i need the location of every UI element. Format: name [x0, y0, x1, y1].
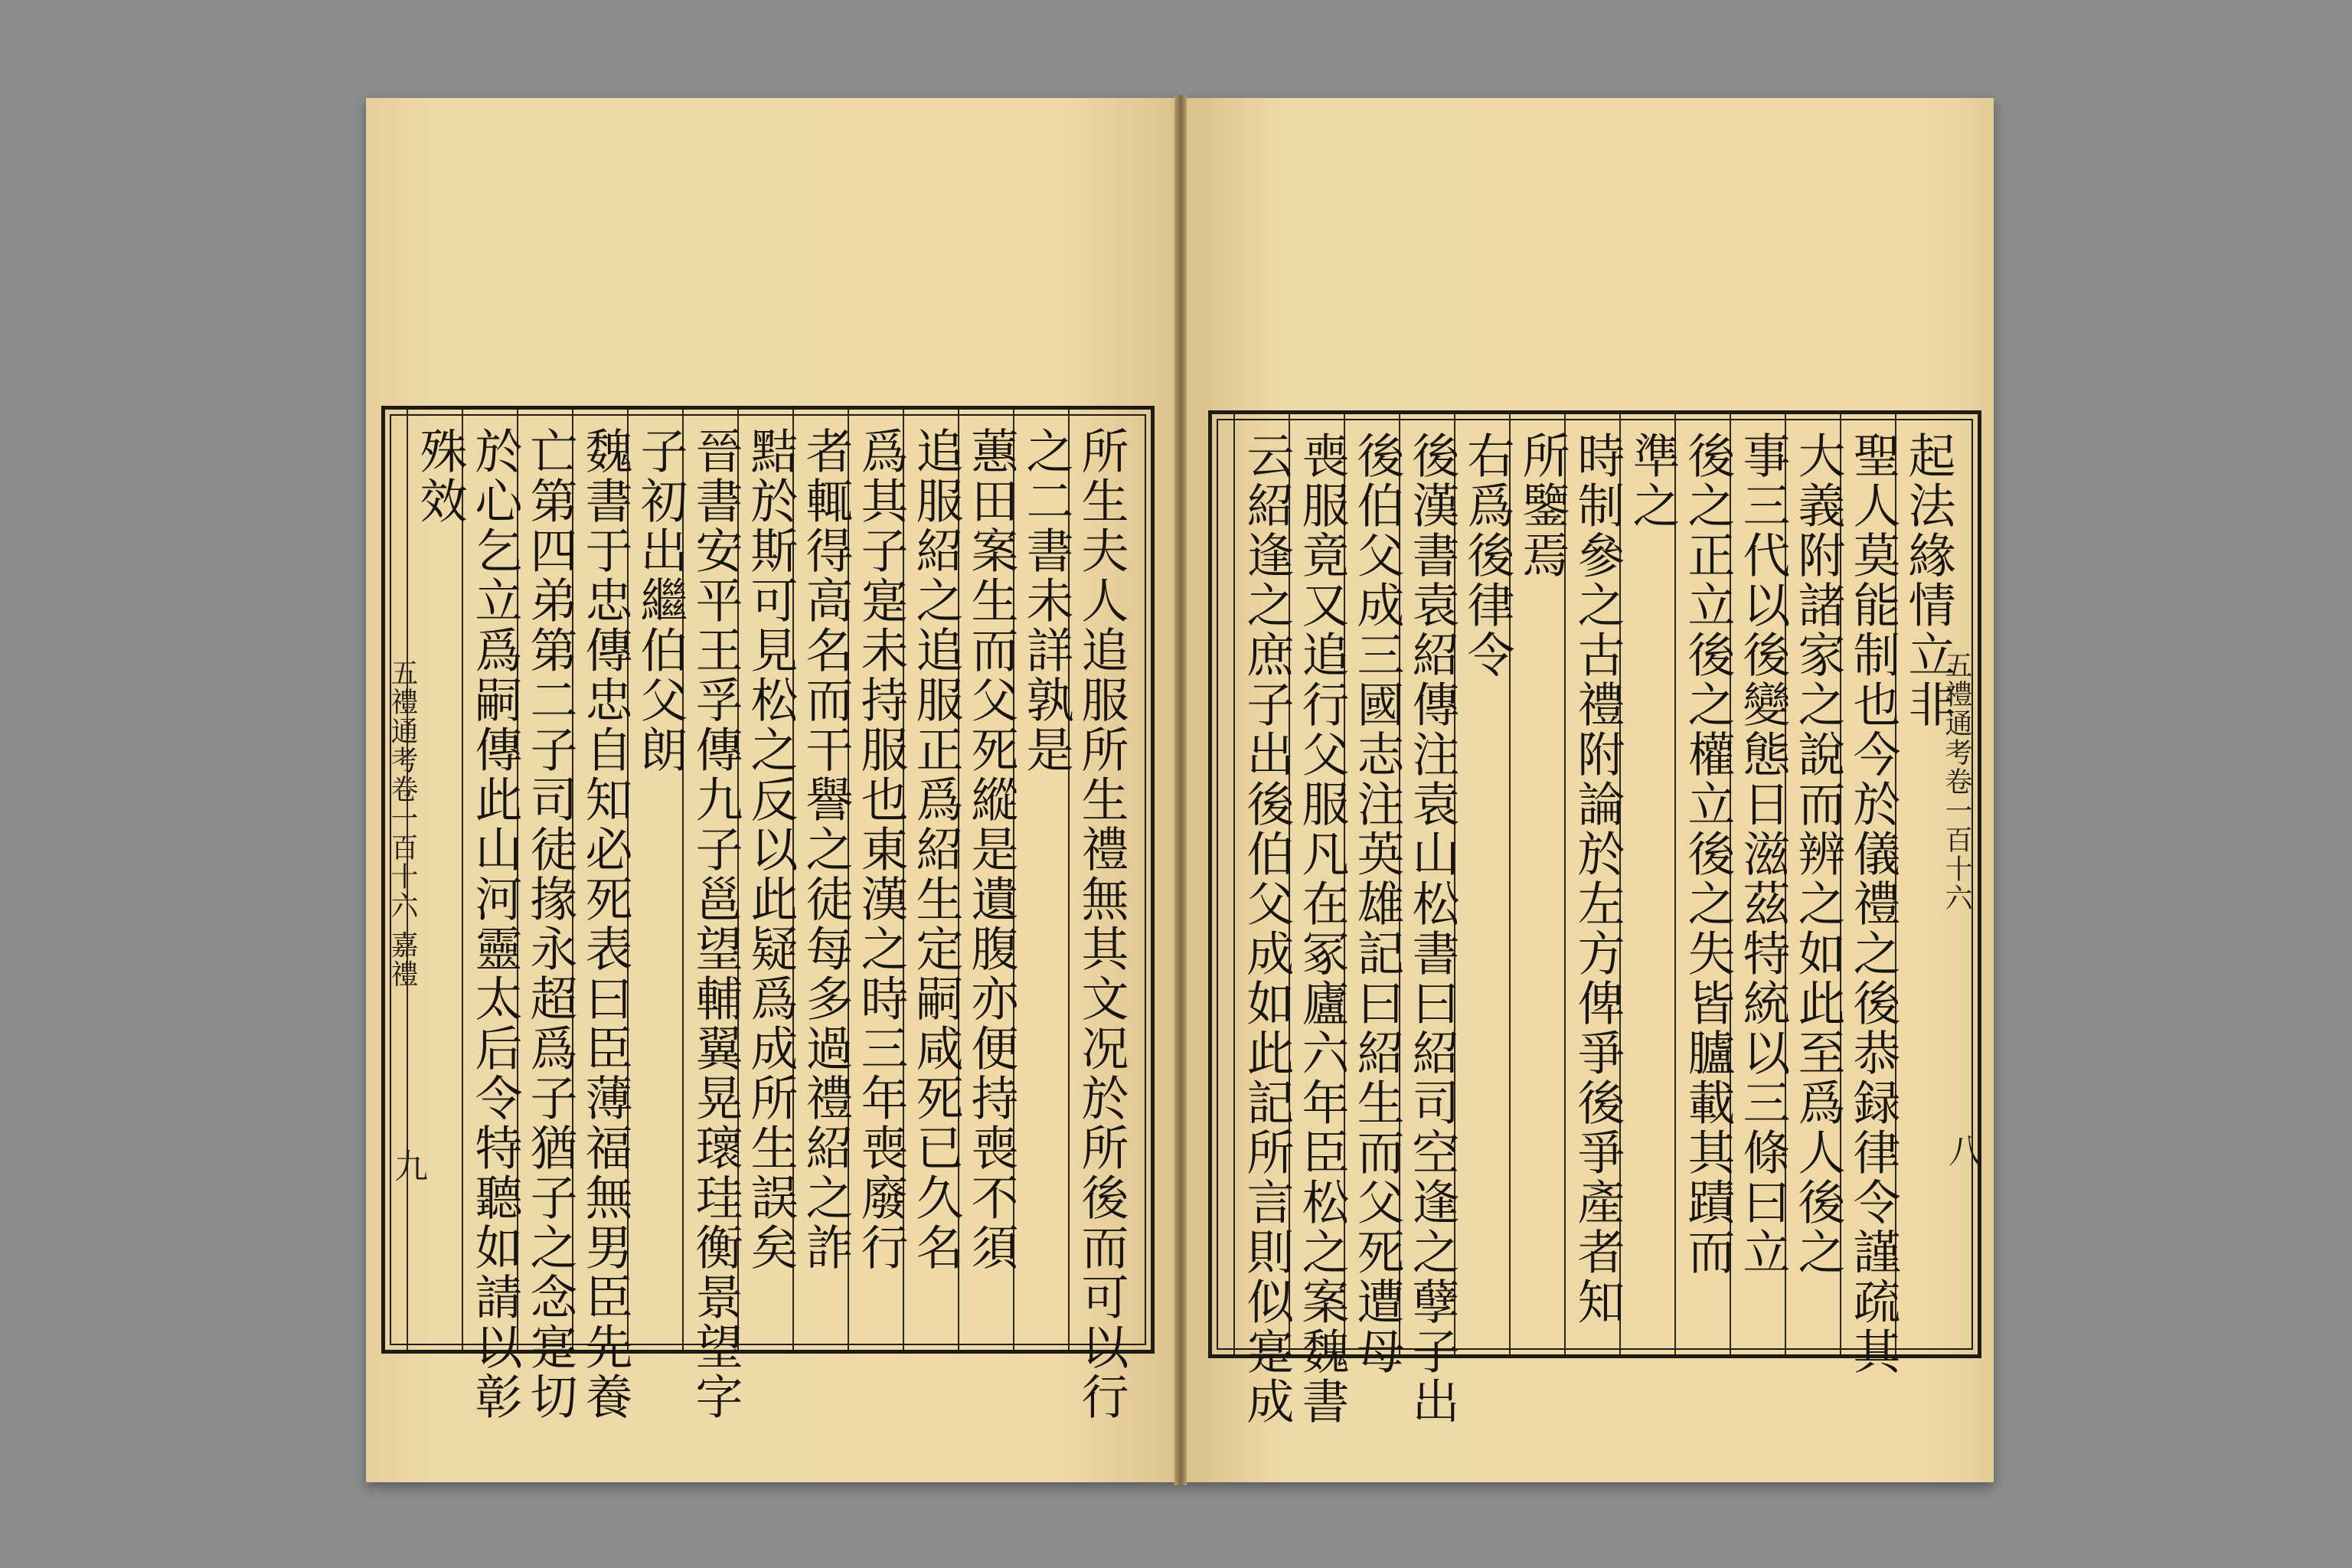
text-column: 蕙田案生而父死縱是遺腹亦便持喪不須: [963, 426, 1019, 1272]
text-column: 者輒得高名而干譽之徒每多過禮紹之詐: [798, 426, 854, 1272]
text-column: 聖人莫能制也今於儀禮之後恭録律令謹疏其: [1845, 431, 1901, 1377]
text-column: 魏書于忠傳忠自知必死表曰臣薄福無男臣先養: [577, 426, 633, 1422]
text-column: 喪服竟又追行父服凡在冢廬六年臣松之案魏書: [1294, 431, 1350, 1426]
right-text-frame: [1208, 410, 1981, 1426]
left-margin-title: 五禮通考卷一百十六 嘉禮: [387, 658, 418, 989]
book-gutter: [1174, 95, 1187, 1485]
text-column: 所生夫人追服所生禮無其文况於所後而可以行: [1073, 426, 1129, 1422]
text-column: 起法緣情立非: [1900, 431, 1956, 730]
text-column: 右爲後律令: [1459, 431, 1515, 680]
column-rule: [1233, 414, 1235, 1354]
text-column: 準之: [1625, 431, 1681, 531]
left-text-frame: [381, 406, 1155, 1422]
right-folio: 八: [1942, 1133, 1981, 1168]
text-column: 之二書未詳孰是: [1018, 426, 1074, 775]
text-column: 爲其子寔未持服也東漢之時三年喪廢行: [853, 426, 909, 1272]
text-column: 云紹逢之庶子出後伯父成如此記所言則似寔成: [1239, 431, 1295, 1426]
text-column: 追服紹之追服正爲紹生定嗣咸死已久名: [908, 426, 964, 1272]
text-column: 事三代以後變態日滋茲特統以三條曰立: [1735, 431, 1791, 1277]
text-column: 晉書安平王孚傳九子邕望輔翼晃瓌珪衡景望字: [688, 426, 743, 1422]
text-column: 後漢書袁紹傳注袁山松書曰紹司空逢之孽子出: [1404, 431, 1460, 1426]
text-column: 亡第四弟第二子司徒掾永超爲子猶子之念寔切: [522, 426, 578, 1422]
text-column: 大義附諸家之說而辨之如此至爲人後之: [1790, 431, 1846, 1277]
text-column: 後之正立後之權立後之失皆臚載其蹟而: [1680, 431, 1736, 1277]
right-margin-title: 五禮通考卷一百十六: [1941, 651, 1972, 913]
text-column: 子初出繼伯父朗: [632, 426, 688, 775]
text-column: 殊效: [412, 426, 468, 526]
left-folio: 九: [388, 1148, 427, 1184]
text-column: 於心乞立爲嗣傳此山河靈太后令特聽如請以彰: [467, 426, 523, 1422]
text-column: 黠於斯可見松之反以此疑爲成所生誤矣: [743, 426, 799, 1272]
text-column: 所鑒焉: [1514, 431, 1570, 580]
text-column: 後伯父成三國志注英雄記曰紹生而父死遭母: [1349, 431, 1405, 1377]
text-column: 時制參之古禮附論於左方俾爭後爭產者知: [1570, 431, 1625, 1327]
